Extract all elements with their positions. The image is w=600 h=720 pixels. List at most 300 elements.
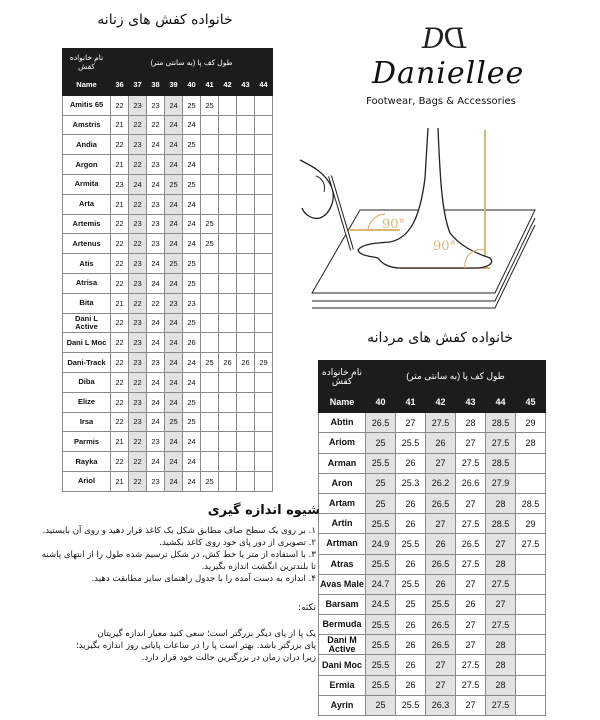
men-size-header: 41	[396, 393, 426, 413]
women-model-name: Amstris	[63, 115, 111, 135]
women-size-cell: 25	[183, 174, 201, 194]
women-size-cell	[219, 452, 237, 472]
men-size-cell: 25.5	[396, 534, 426, 554]
men-size-cell	[516, 695, 546, 715]
angle-label-2: 90°	[433, 239, 457, 254]
men-size-cell: 26	[426, 433, 456, 453]
men-size-cell: 25.3	[396, 473, 426, 493]
table-row	[63, 471, 273, 491]
men-size-cell: 24.9	[366, 534, 396, 554]
women-size-cell	[219, 313, 237, 333]
howto-step: تا بلندترین انگشت اندازه بگیرید.	[201, 562, 316, 572]
men-size-cell: 26	[426, 574, 456, 594]
table-row	[63, 135, 273, 155]
women-size-cell	[201, 174, 219, 194]
women-size-cell	[219, 115, 237, 135]
women-size-cell	[255, 234, 273, 254]
women-size-cell: 22	[129, 452, 147, 472]
men-size-cell: 25.5	[366, 675, 396, 695]
women-size-cell	[219, 214, 237, 234]
women-size-cell	[219, 392, 237, 412]
women-size-cell: 25	[165, 174, 183, 194]
men-size-cell	[516, 615, 546, 635]
women-size-cell	[237, 412, 255, 432]
men-size-cell: 29	[516, 413, 546, 433]
table-row	[63, 293, 273, 313]
women-size-cell: 24	[129, 174, 147, 194]
men-size-cell	[516, 554, 546, 574]
women-size-cell: 24	[165, 313, 183, 333]
men-name-header: Name	[319, 393, 366, 413]
men-size-cell	[516, 574, 546, 594]
women-size-cell	[255, 392, 273, 412]
table-row	[63, 194, 273, 214]
men-model-name: Abtin	[319, 413, 366, 433]
women-model-name: Diba	[63, 372, 111, 392]
women-size-cell: 22	[111, 273, 129, 293]
men-size-cell: 28.5	[486, 453, 516, 473]
women-size-cell: 22	[147, 115, 165, 135]
women-size-cell: 24	[165, 214, 183, 234]
table-row	[319, 695, 546, 715]
women-size-cell: 22	[111, 254, 129, 274]
women-size-cell	[237, 155, 255, 175]
men-model-name: Artin	[319, 514, 366, 534]
women-size-cell	[237, 313, 255, 333]
table-row	[63, 254, 273, 274]
women-size-cell: 25	[201, 214, 219, 234]
women-size-cell: 24	[183, 452, 201, 472]
women-size-cell	[201, 412, 219, 432]
men-size-cell: 25	[366, 695, 396, 715]
women-size-cell: 23	[147, 432, 165, 452]
women-size-cell: 24	[165, 155, 183, 175]
table-row	[319, 655, 546, 675]
women-size-cell: 22	[111, 214, 129, 234]
howto-title: شیوه اندازه گیری	[207, 503, 320, 518]
women-size-cell: 23	[147, 471, 165, 491]
women-size-cell	[201, 194, 219, 214]
women-size-header: 41	[201, 76, 219, 96]
table-row	[319, 514, 546, 534]
men-size-cell: 27.5	[456, 675, 486, 695]
men-size-cell	[516, 594, 546, 614]
women-model-name: Artenus	[63, 234, 111, 254]
men-size-cell: 28	[486, 554, 516, 574]
women-size-cell	[237, 95, 255, 115]
men-size-cell: 25.5	[396, 695, 426, 715]
women-size-cell: 22	[111, 372, 129, 392]
men-size-cell: 25.5	[366, 514, 396, 534]
women-size-cell: 22	[129, 194, 147, 214]
men-size-cell: 26.5	[366, 413, 396, 433]
women-size-cell	[219, 234, 237, 254]
women-size-cell	[255, 432, 273, 452]
women-size-cell: 24	[165, 115, 183, 135]
men-model-name: Avas Male	[319, 574, 366, 594]
men-size-cell: 28	[486, 493, 516, 513]
men-size-cell	[516, 635, 546, 655]
men-size-cell: 27.5	[486, 615, 516, 635]
table-row	[319, 635, 546, 655]
women-size-cell: 24	[165, 333, 183, 353]
women-size-cell	[237, 333, 255, 353]
women-size-cell: 22	[129, 115, 147, 135]
table-row	[63, 273, 273, 293]
men-size-cell: 26	[396, 514, 426, 534]
women-size-header: 42	[219, 76, 237, 96]
women-size-cell: 21	[111, 432, 129, 452]
women-size-cell: 22	[129, 432, 147, 452]
brand-tagline: Footwear, Bags & Accessories	[366, 96, 516, 107]
women-model-name: Arta	[63, 194, 111, 214]
women-size-cell: 24	[165, 372, 183, 392]
women-size-cell	[255, 135, 273, 155]
men-size-cell: 27	[486, 594, 516, 614]
women-size-cell: 24	[165, 452, 183, 472]
women-size-cell: 24	[147, 333, 165, 353]
men-size-cell: 25.5	[366, 655, 396, 675]
women-size-cell: 22	[111, 452, 129, 472]
women-size-cell: 29	[255, 353, 273, 373]
women-size-cell	[237, 432, 255, 452]
women-model-name: Bita	[63, 293, 111, 313]
men-size-cell: 27.5	[486, 433, 516, 453]
men-size-cell: 27	[426, 514, 456, 534]
women-size-cell: 23	[183, 293, 201, 313]
men-size-cell: 25	[366, 493, 396, 513]
women-size-header: 36	[111, 76, 129, 96]
women-model-name: Armita	[63, 174, 111, 194]
men-size-cell: 28.5	[516, 493, 546, 513]
men-size-cell: 26.5	[426, 493, 456, 513]
men-family-header: نام خانواده کفش	[319, 361, 366, 393]
women-size-cell	[237, 293, 255, 313]
men-size-cell: 26	[396, 615, 426, 635]
women-size-cell: 24	[165, 234, 183, 254]
women-size-cell: 26	[237, 353, 255, 373]
men-size-header: 44	[486, 393, 516, 413]
men-size-cell: 25.5	[366, 453, 396, 473]
table-row	[63, 234, 273, 254]
table-row	[63, 372, 273, 392]
women-size-cell	[237, 471, 255, 491]
table-row	[63, 452, 273, 472]
women-size-cell: 25	[183, 273, 201, 293]
women-size-cell	[201, 115, 219, 135]
women-size-cell	[219, 372, 237, 392]
table-row	[319, 594, 546, 614]
women-size-cell: 22	[111, 135, 129, 155]
men-size-cell: 29	[516, 514, 546, 534]
women-size-cell: 24	[183, 115, 201, 135]
men-size-cell: 27.5	[456, 554, 486, 574]
women-size-cell	[201, 372, 219, 392]
women-size-cell: 24	[147, 412, 165, 432]
men-size-header: 42	[426, 393, 456, 413]
men-size-cell: 28	[486, 675, 516, 695]
women-size-cell: 23	[129, 214, 147, 234]
note-line: پای بزرگتر باشد. بهتر است پا را در ساعات پایانی روز اندازه بگیرید؛	[75, 641, 316, 651]
women-size-cell: 26	[219, 353, 237, 373]
women-size-cell	[255, 471, 273, 491]
women-size-cell: 24	[183, 234, 201, 254]
women-size-cell	[255, 333, 273, 353]
brand-monogram-icon	[370, 20, 510, 58]
men-size-cell: 27.9	[486, 473, 516, 493]
men-size-cell: 28	[516, 433, 546, 453]
women-name-header: Name	[63, 76, 111, 96]
women-size-cell	[237, 273, 255, 293]
women-size-cell	[201, 293, 219, 313]
men-size-cell: 26.5	[426, 635, 456, 655]
men-size-cell: 24.5	[366, 594, 396, 614]
women-size-cell: 24	[147, 372, 165, 392]
men-model-name: Arman	[319, 453, 366, 473]
women-size-cell: 23	[129, 254, 147, 274]
women-size-cell: 24	[165, 471, 183, 491]
women-size-cell: 21	[111, 293, 129, 313]
table-row	[63, 155, 273, 175]
women-size-cell	[255, 155, 273, 175]
men-model-name: Dani M Active	[319, 635, 366, 655]
foot-measurement-illustration	[290, 118, 545, 333]
men-size-cell: 27	[486, 534, 516, 554]
women-size-cell: 23	[147, 214, 165, 234]
women-size-cell	[255, 174, 273, 194]
women-size-cell: 25	[183, 392, 201, 412]
table-row	[319, 453, 546, 473]
men-size-cell: 27	[426, 675, 456, 695]
women-size-cell: 22	[111, 333, 129, 353]
men-size-cell	[516, 453, 546, 473]
table-row	[319, 534, 546, 554]
women-size-cell: 21	[111, 194, 129, 214]
table-row	[319, 433, 546, 453]
women-size-cell: 23	[147, 194, 165, 214]
women-model-name: Artemis	[63, 214, 111, 234]
women-size-cell: 21	[111, 155, 129, 175]
women-size-cell	[219, 174, 237, 194]
men-model-name: Artman	[319, 534, 366, 554]
women-size-cell	[201, 313, 219, 333]
women-size-cell	[201, 432, 219, 452]
women-size-cell	[201, 135, 219, 155]
women-size-cell: 22	[111, 95, 129, 115]
table-row	[319, 675, 546, 695]
women-size-cell	[237, 372, 255, 392]
table-row	[63, 412, 273, 432]
women-size-cell: 24	[147, 174, 165, 194]
women-size-cell: 25	[183, 254, 201, 274]
women-size-cell	[255, 115, 273, 135]
men-size-cell: 26	[426, 534, 456, 554]
women-size-cell: 24	[165, 432, 183, 452]
women-size-cell: 23	[147, 234, 165, 254]
men-size-cell: 26	[396, 554, 426, 574]
women-size-cell: 24	[165, 95, 183, 115]
table-row	[319, 615, 546, 635]
men-model-name: Ayrin	[319, 695, 366, 715]
women-size-cell	[255, 95, 273, 115]
svg-text:D: D	[443, 22, 466, 55]
women-size-cell: 25	[183, 95, 201, 115]
women-size-cell: 24	[147, 254, 165, 274]
women-size-cell: 23	[129, 333, 147, 353]
women-size-cell: 24	[147, 392, 165, 412]
men-size-cell: 25	[366, 473, 396, 493]
women-size-cell	[237, 254, 255, 274]
women-size-cell: 23	[165, 293, 183, 313]
women-size-cell	[219, 333, 237, 353]
women-foot-length-header: طول کف پا (به سانتی متر)	[111, 49, 273, 76]
table-row	[63, 333, 273, 353]
women-size-cell	[219, 194, 237, 214]
men-size-cell: 26.5	[456, 534, 486, 554]
women-size-cell: 22	[129, 155, 147, 175]
women-size-header: 37	[129, 76, 147, 96]
men-size-cell: 26.5	[426, 554, 456, 574]
women-size-cell	[219, 432, 237, 452]
men-size-cell: 26	[456, 594, 486, 614]
women-size-cell: 25	[183, 313, 201, 333]
women-family-header: نام خانواده کفش	[63, 49, 111, 76]
men-size-cell: 27.5	[456, 514, 486, 534]
men-model-name: Ariom	[319, 433, 366, 453]
table-row	[319, 493, 546, 513]
table-row	[319, 554, 546, 574]
men-size-cell: 25.5	[366, 615, 396, 635]
women-model-name: Dani L Active	[63, 313, 111, 333]
women-size-cell	[237, 214, 255, 234]
men-size-cell: 27.5	[486, 574, 516, 594]
women-size-cell	[237, 135, 255, 155]
men-size-cell: 25	[396, 594, 426, 614]
women-size-cell: 22	[111, 313, 129, 333]
women-size-cell: 21	[111, 115, 129, 135]
men-size-cell: 27	[396, 413, 426, 433]
brand-name: Daniellee	[372, 56, 525, 91]
women-model-name: Dani L Moc	[63, 333, 111, 353]
men-model-name: Bermuda	[319, 615, 366, 635]
men-table-title: خانواده کفش های مردانه	[367, 330, 513, 346]
table-row	[63, 95, 273, 115]
men-size-cell	[516, 675, 546, 695]
women-size-cell: 22	[111, 234, 129, 254]
women-size-cell: 24	[147, 313, 165, 333]
women-size-cell: 23	[129, 95, 147, 115]
men-size-cell: 25.5	[396, 574, 426, 594]
women-size-cell	[255, 273, 273, 293]
women-size-cell	[219, 95, 237, 115]
women-size-cell: 24	[147, 452, 165, 472]
men-size-cell: 25.5	[366, 635, 396, 655]
women-size-cell: 25	[165, 412, 183, 432]
women-size-cell: 24	[183, 214, 201, 234]
howto-step: ۴. اندازه به دست آمده را با جدول راهنمای سایز مطابقت دهید.	[91, 574, 316, 584]
women-size-cell: 23	[129, 313, 147, 333]
men-size-cell: 26	[396, 493, 426, 513]
women-model-name: Argon	[63, 155, 111, 175]
howto-step: ۲. تصویری از دور پای خود روی کاغذ بکشید.	[159, 538, 316, 548]
men-size-cell	[516, 473, 546, 493]
women-size-cell: 25	[165, 254, 183, 274]
women-size-cell: 24	[183, 353, 201, 373]
women-size-header: 39	[165, 76, 183, 96]
women-size-cell	[237, 392, 255, 412]
women-size-cell	[201, 333, 219, 353]
men-size-cell: 27	[456, 433, 486, 453]
women-size-cell: 25	[183, 412, 201, 432]
men-size-cell: 26	[396, 453, 426, 473]
men-size-cell: 28.5	[486, 514, 516, 534]
women-size-cell: 23	[147, 155, 165, 175]
table-row	[319, 574, 546, 594]
men-size-header: 45	[516, 393, 546, 413]
women-size-cell	[237, 234, 255, 254]
men-size-cell: 27	[456, 574, 486, 594]
women-size-cell	[237, 115, 255, 135]
women-size-cell	[237, 174, 255, 194]
women-size-cell: 24	[165, 392, 183, 412]
women-size-cell	[201, 273, 219, 293]
women-size-cell: 23	[111, 174, 129, 194]
women-size-cell: 23	[129, 412, 147, 432]
women-size-cell: 22	[147, 293, 165, 313]
note-text	[60, 628, 316, 664]
howto-step: ۱. بر روی یک سطح صاف مطابق شکل یک کاغذ قرار دهید و روی آن بایستید.	[42, 526, 316, 536]
women-model-name: Amitis 65	[63, 95, 111, 115]
howto-steps	[41, 525, 316, 585]
men-size-cell: 27.5	[486, 695, 516, 715]
table-row	[63, 353, 273, 373]
svg-text:D: D	[422, 22, 445, 55]
women-size-cell	[237, 194, 255, 214]
women-size-cell: 23	[147, 95, 165, 115]
men-size-header: 40	[366, 393, 396, 413]
women-table-title: خانواده کفش های زنانه	[97, 12, 233, 28]
women-size-cell	[237, 452, 255, 472]
women-size-cell	[201, 452, 219, 472]
women-size-cell: 24	[183, 155, 201, 175]
table-row	[319, 473, 546, 493]
women-size-cell: 22	[111, 353, 129, 373]
men-size-cell: 26	[396, 675, 426, 695]
women-model-name: Ariol	[63, 471, 111, 491]
women-size-cell	[219, 412, 237, 432]
men-model-name: Dani Moc	[319, 655, 366, 675]
women-size-header: 40	[183, 76, 201, 96]
women-size-cell: 24	[183, 372, 201, 392]
men-size-cell: 28	[456, 413, 486, 433]
women-size-cell	[219, 471, 237, 491]
women-size-cell	[219, 293, 237, 313]
women-size-cell: 24	[165, 135, 183, 155]
women-size-cell: 24	[183, 471, 201, 491]
women-model-name: Irsa	[63, 412, 111, 432]
men-size-table	[318, 360, 546, 716]
women-size-cell: 24	[165, 194, 183, 214]
women-size-cell	[255, 254, 273, 274]
men-size-cell: 26.5	[426, 615, 456, 635]
women-size-cell	[255, 452, 273, 472]
men-size-cell	[516, 655, 546, 675]
women-size-cell: 22	[111, 392, 129, 412]
women-size-cell	[255, 194, 273, 214]
table-row	[63, 392, 273, 412]
women-size-cell: 24	[165, 353, 183, 373]
men-size-cell: 27.5	[516, 534, 546, 554]
